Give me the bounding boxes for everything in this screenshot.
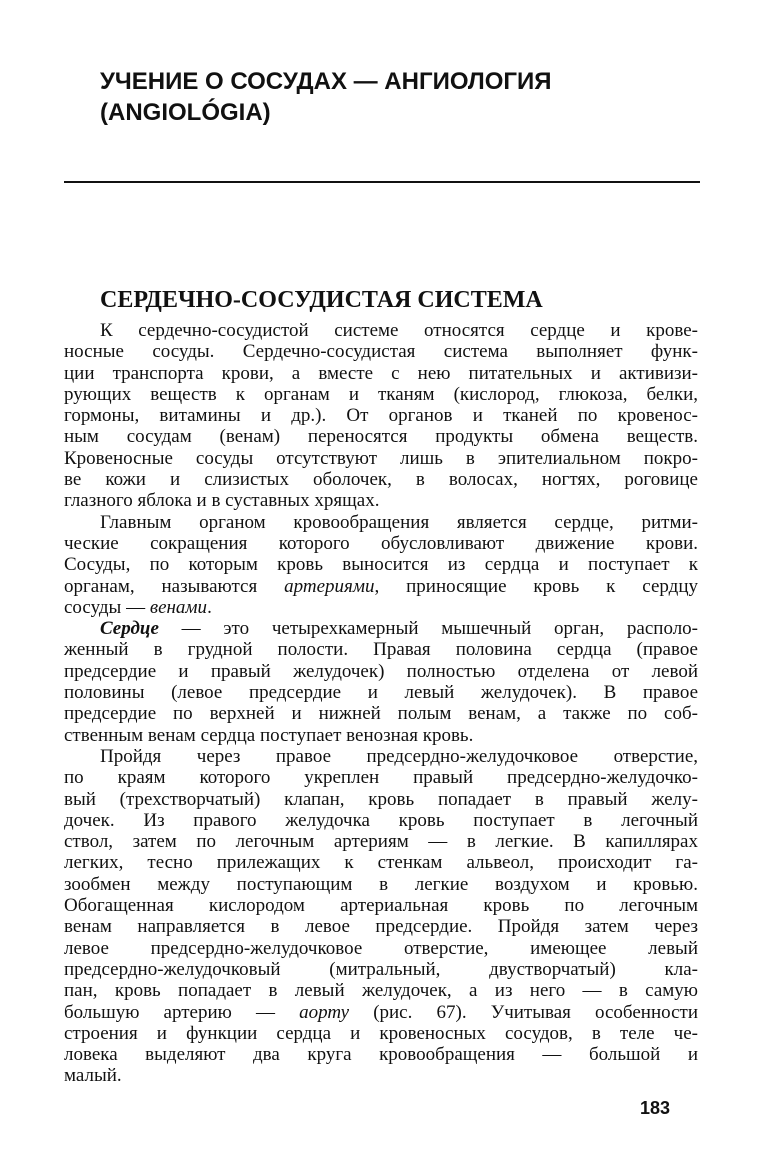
text-line: венам направляется в левое предсердие. Пройдя затем через <box>64 916 698 938</box>
text-fragment: — это четырехкамерный мышечный орган, располо- <box>158 618 698 640</box>
chapter-title-line-2: (ANGIOLÓGIA) <box>100 99 271 126</box>
section-heading: СЕРДЕЧНО-СОСУДИСТАЯ СИСТЕМА <box>100 287 543 313</box>
emphasis-heart-term: Сердце <box>100 618 159 640</box>
text-line: Главным органом кровообращения является сердце, ритми- <box>100 511 698 533</box>
text-line: К сердечно-сосудистой системе относятся сердце и крове- <box>100 320 698 341</box>
text-fragment: . <box>207 596 212 618</box>
text-line: ствол, затем по легочным артериям — в легкие. В капиллярах <box>64 831 698 853</box>
text-line: предсердно-желудочковый (митральный, двустворчатый) кла- <box>64 958 698 980</box>
text-line: левое предсердно-желудочковое отверстие, имеющее левый <box>64 937 698 959</box>
text-line: предсердие по верхней и нижней полым венам, а также по соб- <box>64 703 698 725</box>
paragraph-1 <box>64 320 698 512</box>
text-line: носные сосуды. Сердечно-сосудистая система выполняет функ- <box>64 341 698 363</box>
text-line: строения и функции сердца и кровеносных сосудов, в теле че- <box>64 1022 698 1044</box>
text-fragment: большую артерию — <box>64 1001 300 1023</box>
text-line <box>64 1002 698 1023</box>
text-line: пан, кровь попадает в левый желудочек, а из него — в самую <box>64 980 698 1002</box>
paragraph-3 <box>64 618 698 746</box>
text-line: Кровеносные сосуды отсутствуют лишь в эпителиальном покро- <box>64 447 698 469</box>
paragraph-2 <box>64 512 698 618</box>
text-fragment: (рис. 67). Учитывая особенности <box>349 1001 698 1023</box>
text-line: ции транспорта крови, а вместе с нею питательных и активизи- <box>64 362 698 384</box>
text-line: Обогащенная кислородом артериальная кровь по легочным <box>64 895 698 917</box>
chapter-title <box>100 66 700 128</box>
body-text <box>64 320 698 1087</box>
text-line: половины (левое предсердие и левый желудочек). В правое <box>64 682 698 704</box>
text-fragment: сосуды — <box>64 596 150 618</box>
text-line <box>64 618 698 639</box>
text-line <box>64 597 698 618</box>
text-line: Сосуды, по которым кровь выносится из сердца и поступает к <box>64 554 698 576</box>
text-line: рующих веществ к органам и тканям (кислород, глюкоза, белки, <box>64 383 698 405</box>
emphasis-aorta: аорту <box>299 1001 350 1023</box>
text-fragment: органам, называются <box>64 575 285 597</box>
text-line: малый. <box>64 1065 122 1087</box>
text-line: вый (трехстворчатый) клапан, кровь попадает в правый желу- <box>64 788 698 810</box>
text-line: женный в грудной полости. Правая половина сердца (правое <box>64 639 698 661</box>
text-line: ственным венам сердца поступает венозная кровь. <box>64 724 474 746</box>
text-fragment: , приносящие кровь к сердцу <box>374 575 698 597</box>
text-line: легких, тесно прилежащих к стенкам альвеол, происходит га- <box>64 852 698 874</box>
text-line: по краям которого укреплен правый предсердно-желудочко- <box>64 767 698 789</box>
chapter-title-line-1: УЧЕНИЕ О СОСУДАХ — АНГИОЛОГИЯ <box>100 68 552 95</box>
text-line: ловека выделяют два круга кровообращения — большой и <box>64 1044 698 1066</box>
text-line: дочек. Из правого желудочка кровь поступает в легочный <box>64 809 698 831</box>
emphasis-arteries: артериями <box>284 575 375 597</box>
text-line: Пройдя через правое предсердно-желудочковое отверстие, <box>100 745 698 767</box>
text-line: предсердие и правый желудочек) полностью отделена от левой <box>64 660 698 682</box>
horizontal-rule <box>64 181 700 183</box>
text-line: глазного яблока и в суставных хрящах. <box>64 490 380 512</box>
paragraph-4 <box>64 746 698 1087</box>
text-line: ческие сокращения которого обусловливают движение крови. <box>64 532 698 554</box>
text-line: ным сосудам (венам) переносятся продукты обмена веществ. <box>64 426 698 448</box>
emphasis-veins: венами <box>149 596 208 618</box>
text-line: гормоны, витамины и др.). От органов и тканей по кровенос- <box>64 405 698 427</box>
text-line <box>64 576 698 597</box>
text-line: ве кожи и слизистых оболочек, в волосах, ногтях, роговице <box>64 469 698 491</box>
page-number: 183 <box>640 1098 671 1118</box>
text-line: зообмен между поступающим в легкие воздухом и кровью. <box>64 873 698 895</box>
